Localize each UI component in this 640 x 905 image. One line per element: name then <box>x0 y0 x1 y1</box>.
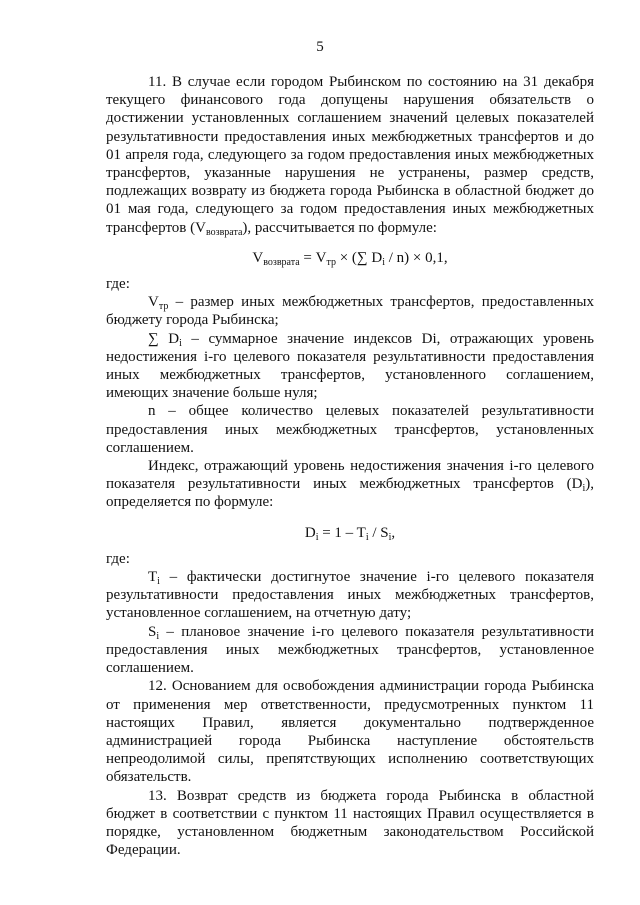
definition-si: $S_i$ – плановое значение i-го целевого показателя результативности предоставления иных межбюджетных трансфертов, установленное соглашением. <box>106 623 594 677</box>
paragraph-index: Индекс, отражающий уровень недостижения значения i-го целевого показателя результативности иных межбюджетных трансфертов $(D_i)$, определяется по формуле: <box>106 458 594 511</box>
definition-vtr: $V_{тр}$ – размер иных межбюджетных трансфертов, предоставленных бюджету города Рыбинска; <box>106 294 594 329</box>
where-label-2: где: <box>106 550 130 567</box>
paragraph-12: 12. Основанием для освобождения администрации города Рыбинска от применения мер ответственности, предусмотренных пунктом 11 настоящих Правил, является документально подтвержденное администрацией города Рыбинска наступление обстоятельств непреодолимой силы, препятствующих исполнению соответствующих обязательств. <box>106 678 594 786</box>
formula-refund: $V_{возврата} = V_{тр}$ × (∑ $D_i / n) \times 0,1$, <box>252 249 448 268</box>
definition-n: n – общее количество целевых показателей результативности предоставления иных межбюджетных трансфертов, установленных соглашением. <box>106 403 594 456</box>
definition-sum-di: ∑ $D_i$ – суммарное значение индексов Di, отражающих уровень недостижения i-го целевого показателя результативности предоставления иных межбюджетных трансфертов, установленного соглашением, имеющих значение больше нуля; <box>106 330 594 402</box>
document-body <box>106 73 594 859</box>
subscript: возврата <box>205 226 243 238</box>
definition-ti: $T_i$ – фактически достигнутое значение i-го целевого показателя результативности предоставления иных межбюджетных трансфертов, установленное соглашением, на отчетную дату; <box>106 569 594 622</box>
formula-index: $D_i = 1 - T_i / S_i$, <box>304 524 396 543</box>
paragraph-13: 13. Возврат средств из бюджета города Рыбинска в областной бюджет в соответствии с пунктом 11 настоящих Правил осуществляется в порядке, установленном бюджетным законодательством Российской Федерации. <box>106 787 594 859</box>
page-number: 5 <box>316 39 324 55</box>
where-label: где: <box>106 276 130 293</box>
paragraph-11: 11. В случае если городом Рыбинском по состоянию на 31 декабря текущего финансового года допущены нарушения обязательств о достижении установленных соглашением значений целевых показателей результативности предоставления иных межбюджетных трансфертов и до 01 апреля года, следующего за годом предоставления иных межбюджетных трансфертов, указанные нарушения не устранены, размер средств, подлежащих возврату из бюджета города Рыбинска в областной бюджет до 01 мая года, следующего за годом предоставления иных межбюджетных трансфертов $(V_{возврата})$, рассчитывается по формуле: <box>106 74 594 238</box>
